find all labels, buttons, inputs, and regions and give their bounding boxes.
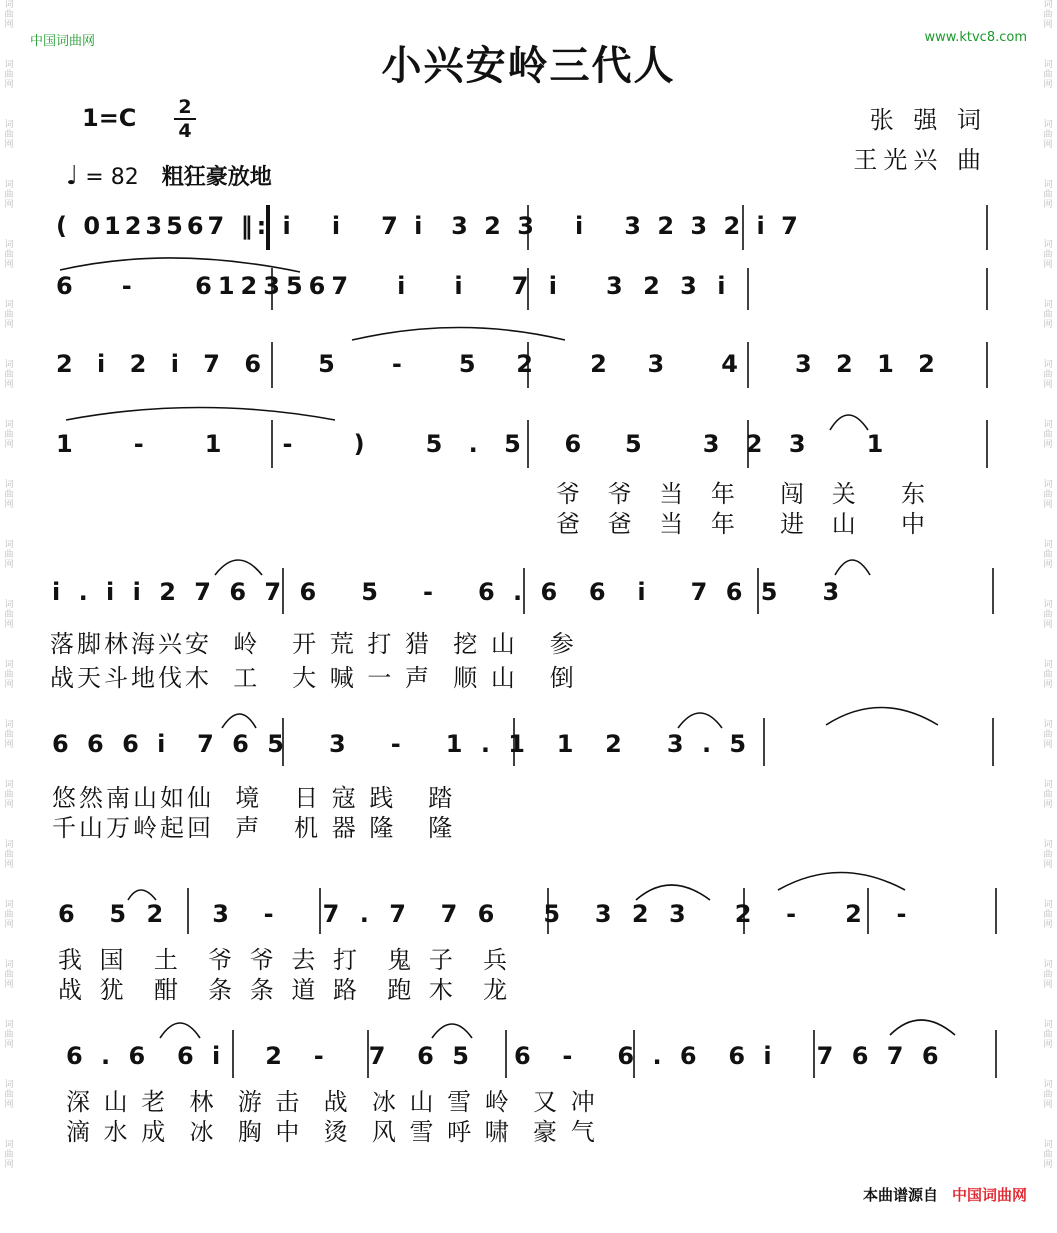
slur-11 [636, 885, 710, 900]
watermark-char: 词 [4, 600, 14, 610]
watermark-char: 词 [1043, 180, 1053, 190]
watermark-char: 词 [1043, 780, 1053, 790]
watermark-char: 词 [4, 780, 14, 790]
watermark-char: 词 [4, 420, 14, 430]
watermark-char: 曲 [4, 1030, 14, 1040]
watermark-char: 网 [4, 860, 14, 870]
slur-4 [830, 415, 868, 430]
watermark-char: 词 [1043, 900, 1053, 910]
slur-1 [60, 258, 300, 272]
watermark-char: 词 [1043, 540, 1053, 550]
slur-15 [890, 1020, 955, 1035]
watermark-char: 网 [4, 200, 14, 210]
slur-3 [66, 408, 335, 421]
song-title: 小兴安岭三代人 [381, 43, 676, 89]
watermark-char: 网 [1043, 620, 1053, 630]
watermark-char: 网 [4, 260, 14, 270]
watermark-char: 词 [1043, 960, 1053, 970]
watermark-char: 网 [1043, 980, 1053, 990]
watermark-char: 曲 [1043, 1030, 1053, 1040]
watermark-char: 网 [4, 140, 14, 150]
watermark-char: 词 [1043, 360, 1053, 370]
watermark-char: 曲 [4, 670, 14, 680]
lyric-line-6a: 悠然南山如仙 境 日 寇 践 踏 [52, 784, 456, 812]
watermark-char: 网 [4, 1100, 14, 1110]
watermark-char: 曲 [1043, 10, 1053, 20]
watermark-char: 词 [1043, 60, 1053, 70]
watermark-char: 曲 [4, 850, 14, 860]
watermark-char: 曲 [1043, 550, 1053, 560]
watermark-char: 曲 [1043, 610, 1053, 620]
key-signature: 1=C [82, 104, 137, 132]
lyric-line-7a: 我 国 土 爷 爷 去 打 鬼 子 兵 [58, 946, 513, 974]
notation-line-6: 6 6 6 i 7 6 5 3 - 1 . 1 1 2 3 . 5 [52, 730, 752, 758]
watermark-char: 词 [1043, 720, 1053, 730]
watermark-char: 词 [4, 1080, 14, 1090]
watermark-char: 网 [4, 380, 14, 390]
watermark-char: 曲 [1043, 250, 1053, 260]
watermark-char: 网 [1043, 380, 1053, 390]
watermark-char: 词 [4, 840, 14, 850]
tempo-value: = 82 [85, 165, 139, 190]
lyricist-credit: 张 强 词 [869, 106, 987, 134]
watermark-char: 词 [1043, 480, 1053, 490]
source-label: 本曲谱源自 [862, 1186, 938, 1204]
slur-5 [215, 560, 262, 575]
watermark-char: 词 [1043, 420, 1053, 430]
watermark-char: 网 [4, 80, 14, 90]
watermark-char: 词 [4, 0, 14, 10]
watermark-char: 网 [1043, 500, 1053, 510]
watermark-char: 曲 [4, 310, 14, 320]
watermark-char: 曲 [4, 130, 14, 140]
watermark-char: 词 [1043, 1140, 1053, 1150]
lyric-line-8a: 深 山 老 林 游 击 战 冰 山 雪 岭 又 冲 [66, 1088, 598, 1116]
watermark-char: 网 [1043, 560, 1053, 570]
watermark-char: 曲 [4, 550, 14, 560]
watermark-char: 曲 [4, 10, 14, 20]
watermark-char: 曲 [4, 490, 14, 500]
watermark-char: 网 [1043, 320, 1053, 330]
watermark-char: 词 [4, 900, 14, 910]
watermark-char: 网 [4, 680, 14, 690]
watermark-char: 词 [1043, 1020, 1053, 1030]
slur-13 [160, 1023, 200, 1038]
watermark-char: 曲 [4, 190, 14, 200]
slur-7 [222, 714, 256, 728]
notation-line-2: 6 - 6123567 i i 7 i 3 2 3 i [56, 272, 732, 300]
watermark-char: 曲 [1043, 1150, 1053, 1160]
composer-credit: 王光兴 曲 [853, 146, 987, 174]
watermark-char: 词 [1043, 660, 1053, 670]
notation-line-4: 1 - 1 - ) 5 . 5 6 5 3 2 3 1 [56, 430, 893, 458]
slur-6 [835, 560, 870, 575]
watermark-char: 词 [4, 1020, 14, 1030]
watermark-char: 曲 [4, 70, 14, 80]
watermark-char: 网 [1043, 20, 1053, 30]
watermark-char: 曲 [4, 1150, 14, 1160]
watermark-char: 网 [4, 320, 14, 330]
watermark-char: 网 [1043, 1160, 1053, 1170]
slur-9 [826, 708, 938, 726]
notation-line-8: 6 . 6 6 i 2 - 7 6 5 6 - 6 . 6 6 i 7 6 7 6 [66, 1042, 944, 1070]
slur-10 [128, 890, 156, 900]
watermark-char: 网 [4, 1040, 14, 1050]
notation-line-3: 2 i 2 i 7 6 5 - 5 2 2 3 4 3 2 1 2 [56, 350, 943, 378]
watermark-char: 网 [1043, 80, 1053, 90]
watermark-char: 曲 [1043, 910, 1053, 920]
notation-line-1: ( 0123567 ‖: i i 7 i 3 2 3 i 3 2 3 2 i 7 [56, 212, 802, 240]
watermark-char: 词 [4, 720, 14, 730]
watermark-char: 曲 [1043, 370, 1053, 380]
watermark-char: 曲 [4, 910, 14, 920]
lyric-line-7b: 战 犹 酣 条 条 道 路 跑 木 龙 [58, 976, 513, 1004]
watermark-char: 网 [4, 740, 14, 750]
watermark-char: 曲 [4, 730, 14, 740]
watermark-char: 词 [4, 300, 14, 310]
watermark-char: 网 [1043, 260, 1053, 270]
watermark-char: 网 [1043, 1100, 1053, 1110]
lyric-line-5a: 落脚林海兴安 岭 开 荒 打 猎 挖 山 参 [50, 630, 577, 658]
watermark-char: 词 [4, 960, 14, 970]
notation-line-7: 6 5 2 3 - 7 . 7 7 6 5 3 2 3 2 - 2 - [58, 900, 913, 928]
watermark-char: 曲 [4, 790, 14, 800]
watermark-char: 网 [1043, 200, 1053, 210]
lyric-line-4b: 爸 爸 当 年 进 山 中 [556, 510, 936, 538]
source-site-link[interactable]: 中国词曲网 [951, 1186, 1027, 1204]
watermark-char: 曲 [1043, 430, 1053, 440]
watermark-char: 曲 [1043, 670, 1053, 680]
watermark-char: 词 [1043, 600, 1053, 610]
performance-style: 粗狂豪放地 [161, 165, 272, 190]
watermark-char: 曲 [1043, 790, 1053, 800]
watermark-char: 曲 [4, 370, 14, 380]
watermark-char: 网 [1043, 860, 1053, 870]
watermark-char: 曲 [1043, 70, 1053, 80]
time-bottom: 4 [178, 120, 192, 142]
watermark-char: 网 [1043, 740, 1053, 750]
watermark-char: 词 [1043, 120, 1053, 130]
slur-14 [432, 1024, 472, 1038]
watermark-char: 曲 [1043, 970, 1053, 980]
watermark-char: 网 [4, 560, 14, 570]
watermark-char: 词 [1043, 840, 1053, 850]
watermark-char: 词 [4, 480, 14, 490]
watermark-char: 曲 [1043, 310, 1053, 320]
watermark-char: 词 [4, 240, 14, 250]
watermark-char: 网 [4, 800, 14, 810]
watermark-char: 曲 [4, 610, 14, 620]
watermark-char: 曲 [4, 970, 14, 980]
watermark-char: 网 [1043, 140, 1053, 150]
watermark-char: 曲 [4, 1090, 14, 1100]
watermark-char: 网 [1043, 920, 1053, 930]
slur-12 [778, 873, 905, 891]
watermark-char: 词 [4, 60, 14, 70]
watermark-char: 网 [4, 440, 14, 450]
watermark-char: 词 [1043, 0, 1053, 10]
watermark-char: 词 [4, 360, 14, 370]
watermark-char: 词 [1043, 240, 1053, 250]
lyric-line-5b: 战天斗地伐木 工 大 喊 一 声 顺 山 倒 [50, 664, 577, 692]
slur-2 [352, 328, 565, 341]
watermark-char: 词 [1043, 300, 1053, 310]
watermark-char: 词 [4, 540, 14, 550]
notation-line-5: i . i i 2 7 6 7 6 5 - 6 . 6 6 i 7 6 5 3 [52, 578, 845, 606]
watermark-char: 词 [4, 660, 14, 670]
quarter-note-icon: ♩ [66, 161, 79, 191]
site-name-link[interactable]: 中国词曲网 [30, 34, 96, 49]
watermark-char: 曲 [1043, 190, 1053, 200]
watermark-char: 曲 [1043, 730, 1053, 740]
site-url-link[interactable]: www.ktvc8.com [924, 30, 1027, 45]
watermark-char: 网 [1043, 680, 1053, 690]
watermark-char: 网 [4, 620, 14, 630]
watermark-char: 曲 [1043, 130, 1053, 140]
watermark-char: 词 [1043, 1080, 1053, 1090]
watermark-char: 网 [4, 1160, 14, 1170]
watermark-char: 网 [4, 920, 14, 930]
watermark-char: 词 [4, 180, 14, 190]
watermark-char: 词 [4, 120, 14, 130]
watermark-char: 网 [1043, 440, 1053, 450]
watermark-char: 曲 [1043, 490, 1053, 500]
watermark-char: 网 [1043, 1040, 1053, 1050]
watermark-char: 网 [4, 500, 14, 510]
time-top: 2 [178, 96, 192, 118]
watermark-char: 网 [4, 980, 14, 990]
lyric-line-6b: 千山万岭起回 声 机 器 隆 隆 [52, 814, 456, 842]
watermark-char: 网 [4, 20, 14, 30]
slur-8 [678, 713, 722, 728]
watermark-char: 网 [1043, 800, 1053, 810]
lyric-line-4a: 爷 爷 当 年 闯 关 东 [556, 480, 936, 508]
watermark-char: 词 [4, 1140, 14, 1150]
lyric-line-8b: 滴 水 成 冰 胸 中 烫 风 雪 呼 啸 豪 气 [66, 1118, 598, 1146]
watermark-char: 曲 [4, 250, 14, 260]
watermark-char: 曲 [4, 430, 14, 440]
watermark-char: 曲 [1043, 1090, 1053, 1100]
watermark-char: 曲 [1043, 850, 1053, 860]
